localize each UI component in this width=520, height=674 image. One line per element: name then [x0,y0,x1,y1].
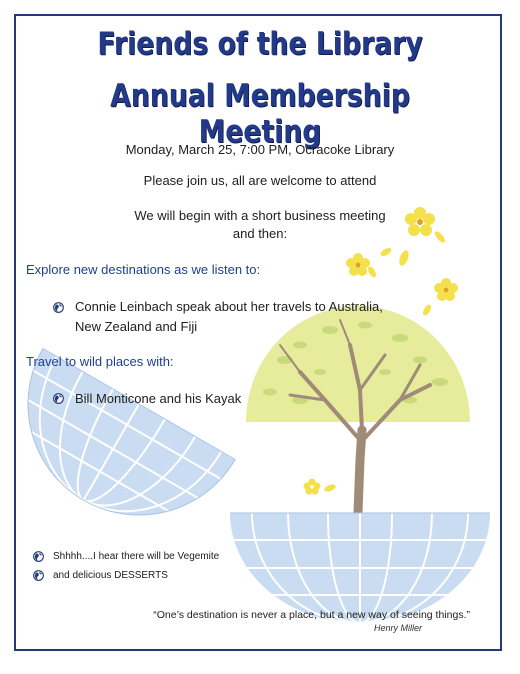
connie-line-1: Connie Leinbach speak about her travels to Australia, [75,299,383,314]
explore-heading: Explore new destinations as we listen to: [26,262,261,277]
quote-text: “One’s destination is never a place, but a new way of seeing things.” [153,609,470,621]
travel-heading: Travel to wild places with: [26,354,174,369]
vegemite-line: Shhhh....I hear there will be Vegemite [53,551,220,562]
globe-icon [33,570,44,581]
connie-line-2: New Zealand and Fiji [75,319,198,334]
begin-line-1: We will begin with a short business meeting [134,208,386,223]
flyer-title-line1: Friends of the Library [97,26,423,62]
quote-author: Henry Miller [373,623,422,633]
begin-line-2: and then: [232,226,288,241]
bill-line: Bill Monticone and his Kayak [75,391,242,406]
event-date-line: Monday, March 25, 7:00 PM, Ocracoke Library [125,142,395,157]
globe-icon [53,393,64,404]
invite-line: Please join us, all are welcome to attend [143,173,377,188]
tree-canopy [246,306,470,422]
desserts-line: and delicious DESSERTS [53,570,168,581]
flyer-title-line2: Annual Membership Meeting [110,78,410,150]
globe-icon [53,302,64,313]
globe-icon [33,551,44,562]
